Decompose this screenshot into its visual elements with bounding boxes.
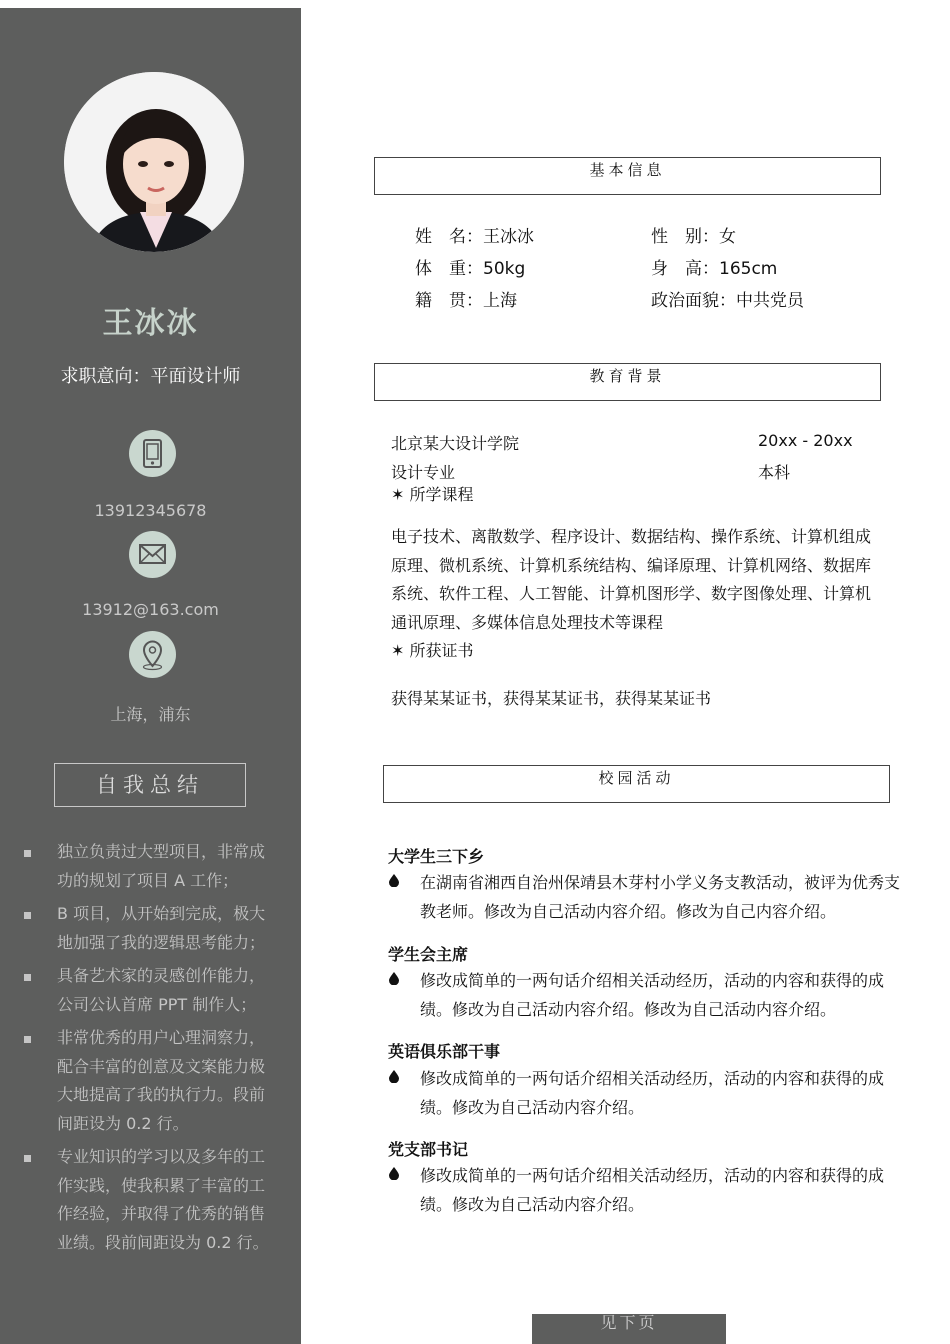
info-row: 姓 名：王冰冰 <box>415 227 534 247</box>
activity-body: 修改成简单的一两句话介绍相关活动经历，活动的内容和获得的成绩。修改为自己活动内容介绍。 <box>388 1065 908 1125</box>
certs-text: 获得某某证书，获得某某证书，获得某某证书 <box>391 689 712 708</box>
summary-item: 独立负责过大型项目，非常成功的规划了项目 A 工作； <box>0 838 301 895</box>
info-row: 体 重：50kg <box>415 259 526 279</box>
activity-title: 学生会主席 <box>388 945 469 964</box>
square-bullet-icon <box>24 1155 31 1162</box>
sidebar <box>0 8 301 1344</box>
location-pin-icon <box>129 631 176 678</box>
activity-body: 修改成简单的一两句话介绍相关活动经历，活动的内容和获得的成绩。修改为自己活动内容介绍。修改为自己活动内容介绍。 <box>388 967 908 1027</box>
drop-icon <box>388 1069 400 1083</box>
candidate-name: 王冰冰 <box>102 306 199 341</box>
summary-item: 专业知识的学习以及多年的工作实践，使我积累了丰富的工作经验，并取得了优秀的销售业绩。段前间距设为 0.2 行。 <box>0 1143 301 1257</box>
phone-icon <box>129 430 176 477</box>
courses-text: 电子技术、离散数学、程序设计、数据结构、操作系统、计算机组成原理、微机系统、计算机系统结构、编译原理、计算机网络、数据库系统、软件工程、人工智能、计算机图形学、数字图像处理、计算机通讯原理、多媒体信息处理技术等课程 <box>391 527 872 632</box>
email-address: 13912@163.com <box>82 600 219 619</box>
degree: 本科 <box>758 463 791 482</box>
summary-list <box>0 838 301 1262</box>
square-bullet-icon <box>24 1036 31 1043</box>
activity-title: 英语俱乐部干事 <box>388 1042 501 1061</box>
school-name: 北京某大设计学院 <box>391 434 520 453</box>
summary-item: B 项目，从开始到完成，极大地加强了我的逻辑思考能力； <box>0 900 301 957</box>
education-header: 教育背景 <box>374 363 881 401</box>
certs-label: ✶ 所获证书 <box>391 641 474 660</box>
activity-title: 大学生三下乡 <box>388 847 485 866</box>
study-period: 20xx - 20xx <box>758 431 853 450</box>
major: 设计专业 <box>391 463 456 482</box>
summary-item: 非常优秀的用户心理洞察力，配合丰富的创意及文案能力极大地提高了我的执行力。段前间距设为 0.2 行。 <box>0 1024 301 1138</box>
job-intent-label: 求职意向： <box>60 366 151 387</box>
job-intent <box>0 362 301 388</box>
job-intent-value: 平面设计师 <box>150 366 241 387</box>
location: 上海，浦东 <box>110 705 191 724</box>
info-row: 性 别：女 <box>651 227 736 247</box>
activity-body: 修改成简单的一两句话介绍相关活动经历，活动的内容和获得的成绩。修改为自己活动内容介绍。 <box>388 1162 908 1222</box>
drop-icon <box>388 873 400 887</box>
avatar-illustration <box>64 72 244 252</box>
activities-header: 校园活动 <box>383 765 890 803</box>
phone-number: 13912345678 <box>94 501 207 520</box>
square-bullet-icon <box>24 912 31 919</box>
activity-title: 党支部书记 <box>388 1140 469 1159</box>
profile-photo <box>64 72 244 252</box>
drop-icon <box>388 1166 400 1180</box>
summary-item: 具备艺术家的灵感创作能力，公司公认首席 PPT 制作人； <box>0 962 301 1019</box>
info-row: 身 高：165cm <box>651 259 778 279</box>
drop-icon <box>388 971 400 985</box>
info-row: 籍 贯：上海 <box>415 291 517 311</box>
mail-icon <box>129 531 176 578</box>
square-bullet-icon <box>24 974 31 981</box>
summary-title: 自我总结 <box>54 763 246 807</box>
courses-label: ✶ 所学课程 <box>391 485 474 504</box>
next-page-tab[interactable]: 见下页 <box>532 1314 726 1344</box>
square-bullet-icon <box>24 850 31 857</box>
activity-body: 在湖南省湘西自治州保靖县木芽村小学义务支教活动，被评为优秀支教老师。修改为自己活动内容介绍。修改为自己内容介绍。 <box>388 869 908 929</box>
info-row: 政治面貌：中共党员 <box>651 291 804 311</box>
basic-info-header: 基本信息 <box>374 157 881 195</box>
